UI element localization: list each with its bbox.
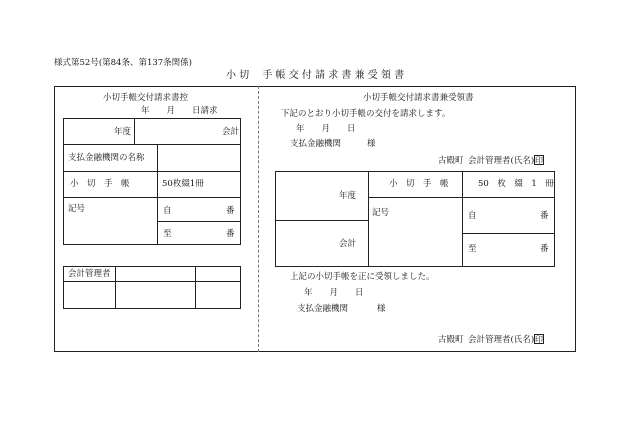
stub-bank-name: 支払金融機関の名称 bbox=[68, 153, 145, 163]
main-quantity: 50 枚 綴 1 冊 bbox=[478, 179, 554, 189]
request-bank: 支払金融機関 bbox=[290, 139, 342, 149]
form-number: 様式第52号(第84条、第137条関係) bbox=[54, 58, 192, 68]
receipt-text: 上記の小切手帳を正に受領しました。 bbox=[290, 272, 435, 282]
request-town: 古殿町 bbox=[438, 156, 464, 166]
main-to: 至 bbox=[468, 244, 477, 254]
stub-manager: 会計管理者 bbox=[68, 269, 111, 279]
stub-checkbook: 小 切 手 帳 bbox=[70, 179, 130, 189]
stub-fiscal-year: 年度 bbox=[114, 127, 132, 137]
stub-from: 自 bbox=[163, 206, 172, 216]
receipt-manager-label: 会計管理者(氏名) bbox=[468, 335, 535, 345]
main-from: 自 bbox=[468, 211, 477, 221]
form-title: 小 切 手 帳 交 付 請 求 書 兼 受 領 書 bbox=[226, 70, 405, 81]
request-seal: 印 bbox=[535, 156, 543, 165]
main-heading: 小切手帳交付請求書兼受領書 bbox=[363, 93, 474, 103]
perforation-line bbox=[258, 86, 259, 352]
request-honorific: 様 bbox=[367, 139, 376, 149]
stub-quantity: 50枚綴1冊 bbox=[162, 179, 204, 189]
main-serial: 記号 bbox=[372, 208, 390, 218]
request-text: 下記のとおり小切手帳の交付を請求します。 bbox=[281, 109, 451, 119]
request-date-line: 年 月 日 bbox=[296, 124, 356, 134]
receipt-town: 古殿町 bbox=[438, 335, 464, 345]
main-account: 会計 bbox=[339, 239, 357, 249]
stub-serial: 記号 bbox=[68, 204, 86, 214]
main-to-number: 番 bbox=[540, 244, 549, 254]
main-from-number: 番 bbox=[540, 211, 549, 221]
stub-to: 至 bbox=[163, 229, 172, 239]
stub-from-number: 番 bbox=[226, 206, 235, 216]
receipt-date-line: 年 月 日 bbox=[304, 288, 364, 298]
stub-to-number: 番 bbox=[226, 229, 235, 239]
request-manager-label: 会計管理者(氏名) bbox=[468, 156, 535, 166]
receipt-honorific: 様 bbox=[377, 304, 386, 314]
stub-account: 会計 bbox=[222, 127, 240, 137]
main-fiscal-year: 年度 bbox=[339, 191, 357, 201]
main-checkbook: 小 切 手 帳 bbox=[389, 179, 449, 189]
stub-heading: 小切手帳交付請求書控 bbox=[103, 93, 189, 103]
receipt-seal: 印 bbox=[535, 335, 543, 344]
stub-date-line: 年 月 日請求 bbox=[141, 106, 218, 116]
receipt-bank: 支払金融機関 bbox=[297, 304, 349, 314]
